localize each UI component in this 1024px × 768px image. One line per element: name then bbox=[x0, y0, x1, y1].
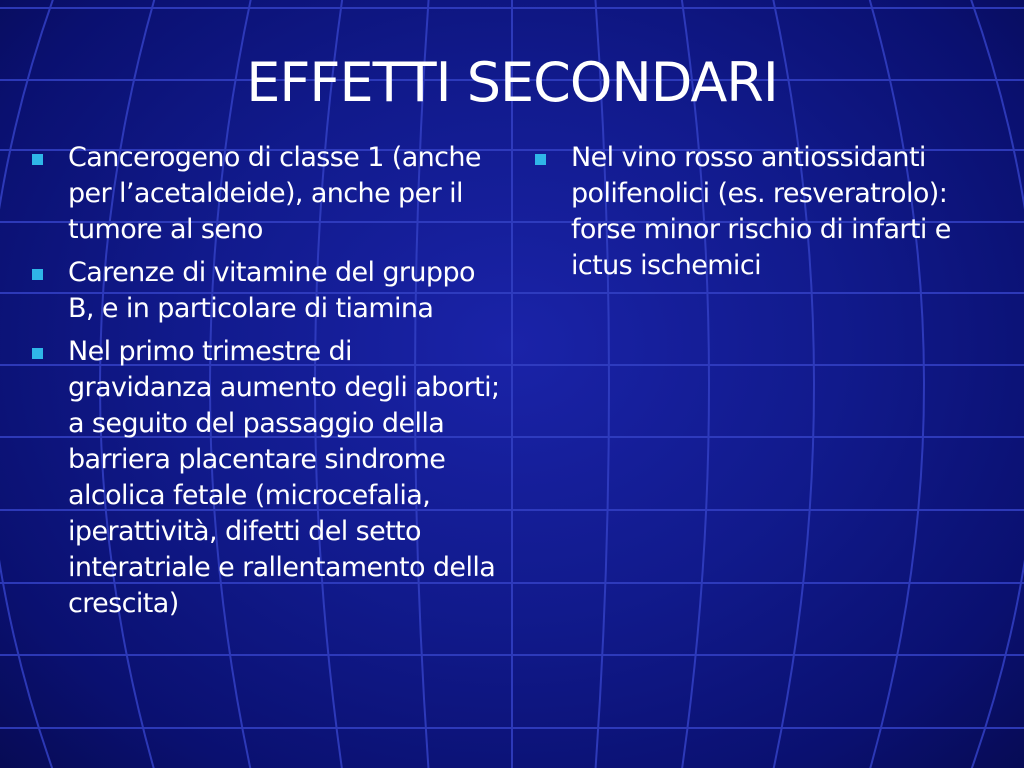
list-item-text: Nel vino rosso antiossidanti polifenolici (es. resveratrolo): forse minor rischio di infarti e ictus ischemici bbox=[571, 142, 951, 281]
list-item bbox=[533, 140, 993, 284]
list-item bbox=[30, 140, 500, 248]
list-item-text: Nel primo trimestre di gravidanza aumento degli aborti; a seguito del passaggio della barriera placentare sindrome alcolica fetale (microcefalia, iperattività, difetti del setto interatriale e rallentamento della crescita) bbox=[68, 336, 500, 619]
list-item-text: Cancerogeno di classe 1 (anche per l’acetaldeide), anche per il tumore al seno bbox=[68, 142, 481, 245]
square-bullet-icon bbox=[32, 348, 43, 359]
list-item bbox=[30, 334, 500, 622]
left-bullet-list bbox=[30, 140, 500, 622]
right-bullet-list bbox=[533, 140, 993, 284]
left-column bbox=[30, 140, 500, 629]
list-item-text: Carenze di vitamine del gruppo B, e in particolare di tiamina bbox=[68, 257, 475, 324]
list-item bbox=[30, 255, 500, 327]
slide-title: EFFETTI SECONDARI bbox=[246, 51, 778, 114]
right-column bbox=[533, 140, 993, 291]
square-bullet-icon bbox=[32, 154, 43, 165]
square-bullet-icon bbox=[32, 269, 43, 280]
square-bullet-icon bbox=[535, 154, 546, 165]
